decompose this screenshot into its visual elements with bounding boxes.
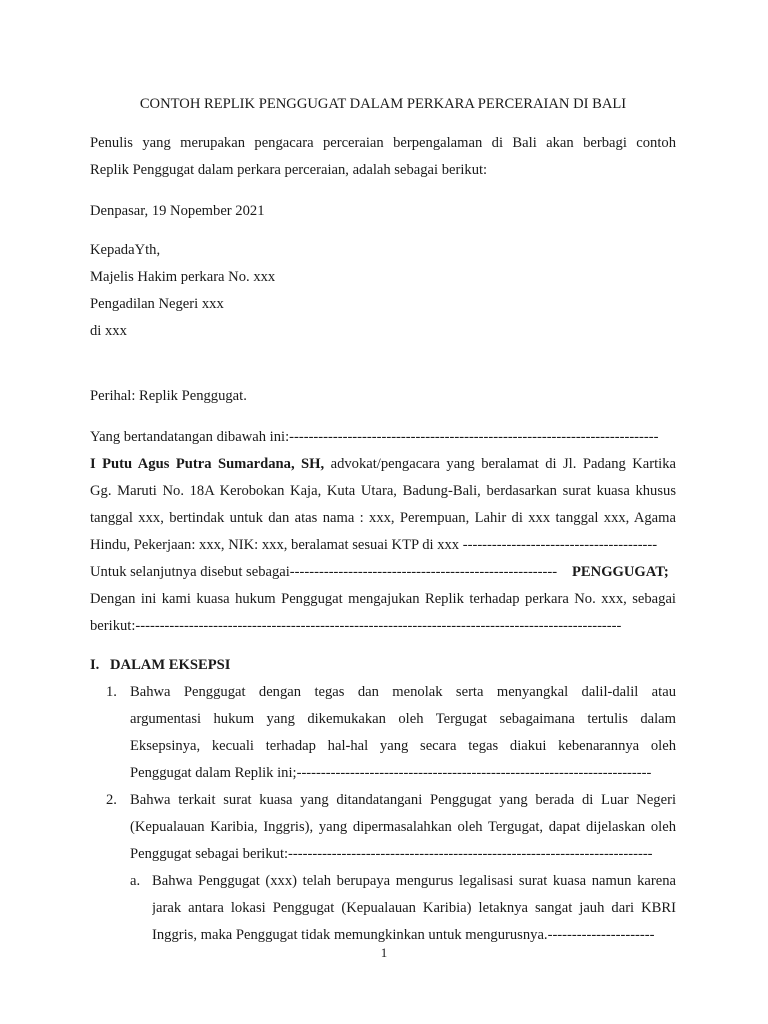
addressee-line-4: di xxx	[90, 323, 127, 339]
section-title: DALAM EKSEPSI	[110, 657, 231, 673]
plaintiff-role: PENGGUGAT;	[572, 564, 669, 580]
advocate-line-1	[90, 455, 676, 473]
advocate-name: I Putu Agus Putra Sumardana, SH,	[90, 456, 325, 472]
sub-item-a-line-2: jarak antara lokasi Penggugat (Kepualauan Karibia) letaknya sangat jauh dari KBRI	[152, 900, 676, 916]
addressee-line-1: KepadaYth,	[90, 242, 161, 258]
addressee-line-2: Majelis Hakim perkara No. xxx	[90, 269, 276, 285]
item-1-line-1: Bahwa Penggugat dengan tegas dan menolak serta menyangkal dalil-dalil atau	[130, 684, 676, 700]
item-2-number: 2.	[106, 792, 117, 808]
submit-line-1: Dengan ini kami kuasa hukum Penggugat mengajukan Replik terhadap perkara No. xxx, sebagai	[90, 591, 676, 607]
hereinafter-text: Untuk selanjutnya disebut sebagai-------------------------------------------------------	[90, 564, 558, 580]
item-1-number: 1.	[106, 684, 117, 700]
sub-item-a-line-3: Inggris, maka Penggugat tidak memungkinkan untuk mengurusnya.----------------------	[152, 927, 655, 943]
undersigned-line: Yang bertandatangan dibawah ini:----------------------------------------------------------------------------	[90, 429, 659, 445]
addressee-line-3: Pengadilan Negeri xxx	[90, 296, 224, 312]
hereinafter-line	[90, 563, 676, 581]
item-2-line-2: (Kepualauan Karibia, Inggris), yang dipermasalahkan oleh Tergugat, dapat dijelaskan oleh	[130, 819, 676, 835]
intro-line-1: Penulis yang merupakan pengacara perceraian berpengalaman di Bali akan berbagi contoh	[90, 135, 676, 151]
letter-date: Denpasar, 19 Nopember 2021	[90, 203, 265, 219]
section-number: I.	[90, 657, 100, 673]
item-1-line-3: Eksepsinya, kecuali terhadap hal-hal yang secara tegas diakui kebenarannya oleh	[130, 738, 676, 754]
item-1-line-4: Penggugat dalam Replik ini;-------------------------------------------------------------------------	[130, 765, 652, 781]
subject-line: Perihal: Replik Penggugat.	[90, 388, 247, 404]
item-2-line-3: Penggugat sebagai berikut:---------------------------------------------------------------------------	[130, 846, 653, 862]
section-heading	[90, 656, 230, 674]
intro-line-2: Replik Penggugat dalam perkara perceraian, adalah sebagai berikut:	[90, 162, 488, 178]
document-title: CONTOH REPLIK PENGGUGAT DALAM PERKARA PERCERAIAN DI BALI	[139, 96, 627, 112]
item-2-line-1: Bahwa terkait surat kuasa yang ditandatangani Penggugat yang berada di Luar Negeri	[130, 792, 676, 808]
submit-line-2: berikut:----------------------------------------------------------------------------------------------------	[90, 618, 622, 634]
sub-item-a-letter: a.	[130, 873, 141, 889]
sub-item-a-line-1: Bahwa Penggugat (xxx) telah berupaya mengurus legalisasi surat kuasa namun karena	[152, 873, 676, 889]
advocate-line-3: tanggal xxx, bertindak untuk dan atas nama : xxx, Perempuan, Lahir di xxx tanggal xxx, Agama	[90, 510, 676, 526]
item-1-line-2: argumentasi hukum yang dikemukakan oleh Tergugat sebagaimana tertulis dalam	[130, 711, 676, 727]
advocate-line-2: Gg. Maruti No. 18A Kerobokan Kaja, Kuta Utara, Badung-Bali, berdasarkan surat kuasa khusus	[90, 483, 676, 499]
page-number: 1	[380, 945, 388, 960]
advocate-line-1-rest: advokat/pengacara yang beralamat di Jl. Padang Kartika	[324, 456, 676, 472]
advocate-line-4: Hindu, Pekerjaan: xxx, NIK: xxx, beralamat sesuai KTP di xxx ----------------------------------------	[90, 537, 658, 553]
